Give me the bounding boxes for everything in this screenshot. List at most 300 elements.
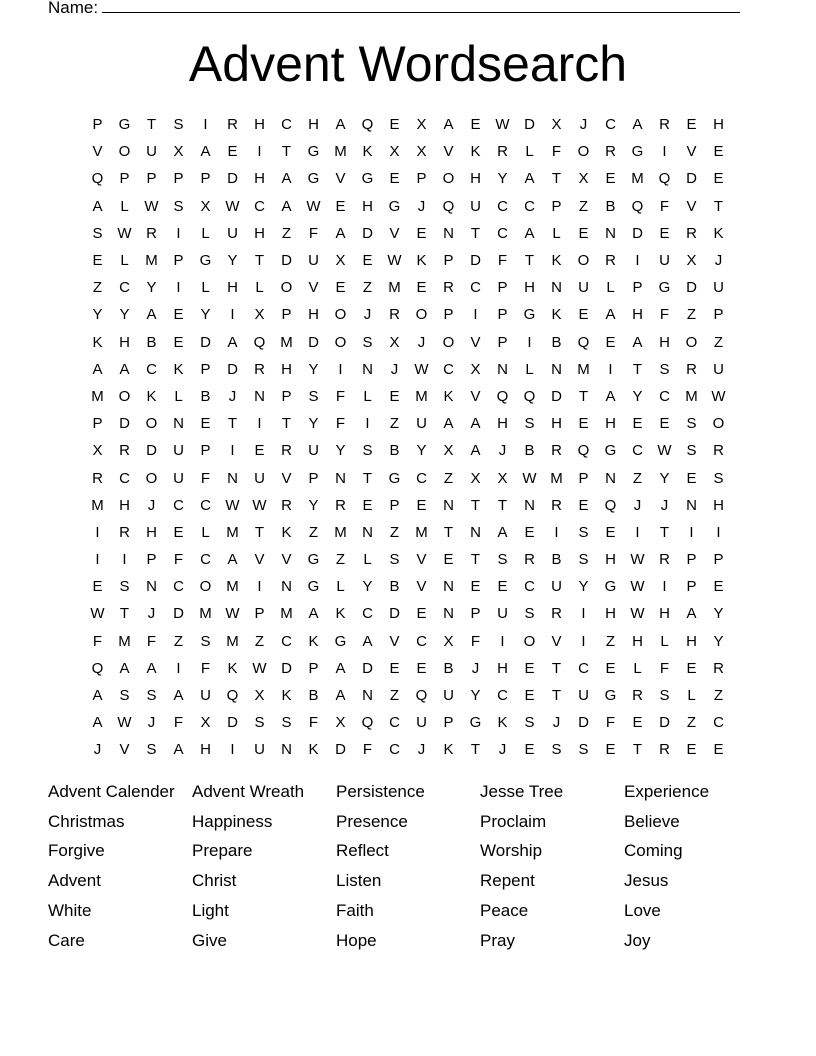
grid-letter: N xyxy=(524,496,535,514)
grid-letter: T xyxy=(470,741,481,759)
grid-letter: S xyxy=(119,687,130,705)
grid-letter: I xyxy=(95,523,100,541)
grid-letter: Z xyxy=(686,306,697,324)
grid-letter: S xyxy=(146,741,157,759)
grid-letter: R xyxy=(659,741,670,759)
grid-letter: V xyxy=(416,578,427,596)
grid-letter: C xyxy=(254,197,265,215)
grid-letter: A xyxy=(632,116,643,134)
grid-letter: A xyxy=(443,116,454,134)
grid-letter: J xyxy=(633,496,642,514)
grid-letter: V xyxy=(686,197,697,215)
grid-letter: E xyxy=(92,578,103,596)
grid-letter: O xyxy=(685,333,698,351)
grid-letter: Q xyxy=(604,496,617,514)
grid-letter: G xyxy=(307,551,320,569)
grid-letter: N xyxy=(362,360,373,378)
grid-letter: Y xyxy=(659,469,670,487)
grid-row xyxy=(84,519,732,546)
word-item: Light xyxy=(192,901,229,921)
grid-letter: M xyxy=(199,605,212,623)
grid-letter: D xyxy=(200,333,211,351)
grid-letter: K xyxy=(497,714,508,732)
grid-letter: I xyxy=(176,659,181,677)
grid-letter: T xyxy=(254,252,265,270)
grid-letter: S xyxy=(524,714,535,732)
grid-letter: X xyxy=(335,252,346,270)
grid-letter: Q xyxy=(361,116,374,134)
grid-letter: I xyxy=(95,551,100,569)
grid-letter: S xyxy=(686,415,697,433)
grid-letter: K xyxy=(281,687,292,705)
grid-letter: F xyxy=(659,659,670,677)
grid-letter: U xyxy=(578,687,589,705)
grid-letter: W xyxy=(495,116,510,134)
grid-letter: M xyxy=(145,252,158,270)
grid-letter: R xyxy=(119,442,130,460)
grid-letter: B xyxy=(443,659,454,677)
grid-letter: P xyxy=(254,605,265,623)
grid-letter: Z xyxy=(389,415,400,433)
grid-letter: A xyxy=(605,387,616,405)
grid-letter: S xyxy=(578,523,589,541)
grid-letter: F xyxy=(335,415,346,433)
grid-letter: V xyxy=(416,551,427,569)
grid-letter: T xyxy=(119,605,130,623)
grid-letter: P xyxy=(578,469,589,487)
grid-letter: H xyxy=(686,632,697,650)
grid-letter: M xyxy=(577,360,590,378)
grid-letter: M xyxy=(550,469,563,487)
grid-letter: H xyxy=(254,116,265,134)
grid-letter: G xyxy=(199,252,212,270)
grid-letter: P xyxy=(551,197,562,215)
grid-letter: J xyxy=(579,116,588,134)
grid-letter: A xyxy=(227,333,238,351)
grid-letter: Z xyxy=(713,333,724,351)
grid-letter: E xyxy=(497,578,508,596)
grid-letter: X xyxy=(389,143,400,161)
grid-letter: F xyxy=(659,306,670,324)
word-item: Forgive xyxy=(48,841,105,861)
grid-letter: F xyxy=(659,197,670,215)
grid-letter: Y xyxy=(308,496,319,514)
grid-letter: U xyxy=(227,224,238,242)
grid-letter: S xyxy=(497,551,508,569)
grid-letter: A xyxy=(524,224,535,242)
grid-letter: P xyxy=(173,252,184,270)
grid-letter: W xyxy=(225,496,240,514)
grid-letter: Z xyxy=(605,632,616,650)
grid-letter: Y xyxy=(335,442,346,460)
grid-letter: P xyxy=(713,551,724,569)
grid-letter: Q xyxy=(496,387,509,405)
word-row xyxy=(48,777,768,807)
grid-letter: E xyxy=(605,659,616,677)
grid-letter: E xyxy=(173,333,184,351)
grid-letter: X xyxy=(173,143,184,161)
grid-letter: D xyxy=(281,252,292,270)
letter-grid xyxy=(84,111,732,764)
grid-letter: V xyxy=(443,143,454,161)
grid-letter: A xyxy=(281,197,292,215)
grid-letter: A xyxy=(281,170,292,188)
grid-letter: C xyxy=(389,741,400,759)
grid-letter: D xyxy=(308,333,319,351)
grid-letter: U xyxy=(470,197,481,215)
grid-letter: R xyxy=(551,496,562,514)
grid-letter: K xyxy=(281,523,292,541)
grid-letter: R xyxy=(659,116,670,134)
grid-letter: I xyxy=(203,116,208,134)
grid-letter: I xyxy=(230,306,235,324)
grid-letter: U xyxy=(416,415,427,433)
word-item: Worship xyxy=(480,841,543,861)
grid-letter: N xyxy=(686,496,697,514)
grid-letter: E xyxy=(605,170,616,188)
grid-letter: E xyxy=(524,687,535,705)
grid-letter: D xyxy=(281,659,292,677)
grid-letter: E xyxy=(524,741,535,759)
grid-letter: Y xyxy=(200,306,211,324)
grid-letter: U xyxy=(713,279,724,297)
word-row xyxy=(48,807,768,837)
grid-letter: P xyxy=(173,170,184,188)
grid-letter: E xyxy=(605,523,616,541)
grid-letter: J xyxy=(714,252,723,270)
grid-letter: T xyxy=(281,415,292,433)
grid-row xyxy=(84,329,732,356)
grid-letter: O xyxy=(118,143,131,161)
grid-letter: Z xyxy=(362,279,373,297)
grid-letter: N xyxy=(551,360,562,378)
grid-letter: N xyxy=(173,415,184,433)
grid-letter: V xyxy=(281,551,292,569)
grid-letter: A xyxy=(470,415,481,433)
grid-letter: E xyxy=(713,170,724,188)
grid-letter: J xyxy=(498,442,507,460)
grid-letter: K xyxy=(227,659,238,677)
grid-letter: H xyxy=(497,415,508,433)
grid-letter: A xyxy=(200,143,211,161)
grid-letter: U xyxy=(551,578,562,596)
grid-letter: Y xyxy=(362,578,373,596)
grid-letter: Z xyxy=(578,197,589,215)
grid-letter: U xyxy=(146,143,157,161)
grid-letter: X xyxy=(389,333,400,351)
grid-letter: C xyxy=(281,116,292,134)
grid-letter: Q xyxy=(253,333,266,351)
grid-row xyxy=(84,709,732,736)
grid-letter: D xyxy=(227,714,238,732)
grid-letter: X xyxy=(416,143,427,161)
grid-letter: L xyxy=(363,387,372,405)
grid-letter: G xyxy=(334,632,347,650)
grid-letter: Z xyxy=(686,714,697,732)
grid-letter: O xyxy=(442,333,455,351)
grid-letter: M xyxy=(631,170,644,188)
grid-letter: M xyxy=(226,578,239,596)
grid-letter: I xyxy=(716,523,721,541)
grid-letter: S xyxy=(200,632,211,650)
grid-letter: E xyxy=(713,143,724,161)
grid-letter: M xyxy=(280,333,293,351)
grid-letter: J xyxy=(390,360,399,378)
grid-letter: J xyxy=(147,496,156,514)
grid-letter: S xyxy=(119,578,130,596)
word-item: Christ xyxy=(192,871,237,891)
grid-letter: Z xyxy=(173,632,184,650)
grid-letter: P xyxy=(119,170,130,188)
grid-letter: R xyxy=(227,116,238,134)
grid-letter: O xyxy=(118,387,131,405)
grid-letter: U xyxy=(254,469,265,487)
grid-letter: P xyxy=(497,306,508,324)
word-row xyxy=(48,926,768,956)
grid-letter: I xyxy=(689,523,694,541)
grid-letter: X xyxy=(443,442,454,460)
grid-letter: A xyxy=(92,360,103,378)
grid-letter: W xyxy=(117,714,132,732)
grid-letter: B xyxy=(308,687,319,705)
grid-letter: X xyxy=(254,687,265,705)
grid-letter: N xyxy=(335,469,346,487)
grid-letter: T xyxy=(551,659,562,677)
word-item: Listen xyxy=(336,871,382,891)
grid-row xyxy=(84,274,732,301)
grid-letter: V xyxy=(551,632,562,650)
grid-letter: V xyxy=(389,224,400,242)
word-item: Happiness xyxy=(192,811,273,831)
grid-letter: P xyxy=(497,333,508,351)
grid-letter: I xyxy=(176,224,181,242)
word-item: Experience xyxy=(624,781,710,801)
grid-letter: P xyxy=(713,306,724,324)
grid-letter: Z xyxy=(308,523,319,541)
grid-letter: E xyxy=(470,578,481,596)
grid-letter: Y xyxy=(470,687,481,705)
grid-letter: G xyxy=(658,279,671,297)
grid-letter: I xyxy=(581,605,586,623)
grid-letter: L xyxy=(174,387,183,405)
word-item: Advent xyxy=(48,871,101,891)
grid-letter: Q xyxy=(442,197,455,215)
grid-letter: L xyxy=(525,360,534,378)
grid-letter: E xyxy=(578,224,589,242)
grid-letter: E xyxy=(578,306,589,324)
grid-letter: E xyxy=(632,714,643,732)
grid-letter: S xyxy=(524,605,535,623)
grid-letter: E xyxy=(443,551,454,569)
grid-letter: F xyxy=(497,252,508,270)
grid-letter: S xyxy=(92,224,103,242)
grid-letter: H xyxy=(146,523,157,541)
grid-letter: G xyxy=(307,578,320,596)
word-item: Repent xyxy=(480,871,535,891)
word-item: Pray xyxy=(480,930,515,950)
grid-letter: W xyxy=(711,387,726,405)
word-item: Proclaim xyxy=(480,811,547,831)
grid-letter: Q xyxy=(226,687,239,705)
grid-letter: T xyxy=(551,687,562,705)
grid-letter: T xyxy=(713,197,724,215)
grid-letter: U xyxy=(713,360,724,378)
grid-letter: E xyxy=(173,523,184,541)
grid-row xyxy=(84,546,732,573)
grid-letter: E xyxy=(416,224,427,242)
grid-letter: F xyxy=(470,632,481,650)
grid-letter: D xyxy=(119,415,130,433)
grid-letter: H xyxy=(119,496,130,514)
grid-row xyxy=(84,628,732,655)
grid-letter: E xyxy=(416,605,427,623)
grid-letter: E xyxy=(578,496,589,514)
grid-letter: A xyxy=(92,197,103,215)
grid-letter: O xyxy=(712,415,725,433)
grid-letter: A xyxy=(92,687,103,705)
grid-letter: F xyxy=(200,469,211,487)
grid-letter: Q xyxy=(523,387,536,405)
grid-letter: C xyxy=(632,442,643,460)
grid-letter: Y xyxy=(308,360,319,378)
grid-letter: W xyxy=(630,578,645,596)
grid-letter: O xyxy=(280,279,293,297)
grid-letter: U xyxy=(497,605,508,623)
grid-letter: K xyxy=(551,306,562,324)
word-item: Jesus xyxy=(624,871,669,891)
grid-letter: L xyxy=(120,252,129,270)
grid-letter: R xyxy=(713,442,724,460)
grid-row xyxy=(84,492,732,519)
grid-letter: X xyxy=(470,360,481,378)
grid-letter: M xyxy=(226,632,239,650)
grid-letter: F xyxy=(173,714,184,732)
grid-letter: F xyxy=(146,632,157,650)
grid-letter: I xyxy=(257,415,262,433)
grid-letter: R xyxy=(146,224,157,242)
word-item: Peace xyxy=(480,901,529,921)
grid-letter: W xyxy=(306,197,321,215)
grid-letter: T xyxy=(497,496,508,514)
grid-letter: Z xyxy=(254,632,265,650)
grid-letter: O xyxy=(334,333,347,351)
grid-letter: E xyxy=(686,659,697,677)
grid-letter: Q xyxy=(631,197,644,215)
grid-letter: N xyxy=(146,578,157,596)
grid-letter: B xyxy=(146,333,157,351)
word-row xyxy=(48,866,768,896)
grid-letter: A xyxy=(146,659,157,677)
grid-letter: T xyxy=(146,116,157,134)
grid-letter: P xyxy=(146,551,157,569)
grid-letter: J xyxy=(417,741,426,759)
grid-letter: Q xyxy=(577,442,590,460)
grid-letter: D xyxy=(227,170,238,188)
grid-letter: F xyxy=(92,632,103,650)
grid-letter: S xyxy=(173,116,184,134)
grid-letter: D xyxy=(335,741,346,759)
grid-letter: E xyxy=(173,306,184,324)
word-item: Presence xyxy=(336,811,408,831)
grid-letter: Z xyxy=(443,469,454,487)
grid-letter: X xyxy=(443,632,454,650)
grid-letter: A xyxy=(335,687,346,705)
grid-letter: S xyxy=(389,551,400,569)
grid-letter: E xyxy=(335,279,346,297)
grid-letter: K xyxy=(146,387,157,405)
grid-letter: T xyxy=(470,551,481,569)
grid-letter: X xyxy=(92,442,103,460)
grid-letter: G xyxy=(118,116,131,134)
grid-letter: W xyxy=(414,360,429,378)
grid-letter: P xyxy=(308,469,319,487)
grid-letter: L xyxy=(255,279,264,297)
word-item: Reflect xyxy=(336,841,389,861)
grid-letter: I xyxy=(176,279,181,297)
grid-letter: I xyxy=(365,415,370,433)
grid-letter: G xyxy=(307,170,320,188)
grid-letter: G xyxy=(604,442,617,460)
grid-letter: N xyxy=(227,469,238,487)
grid-letter: C xyxy=(389,714,400,732)
grid-letter: F xyxy=(551,143,562,161)
grid-letter: X xyxy=(416,116,427,134)
grid-letter: R xyxy=(335,496,346,514)
grid-letter: E xyxy=(659,224,670,242)
grid-letter: R xyxy=(524,551,535,569)
grid-letter: R xyxy=(497,143,508,161)
grid-letter: Y xyxy=(497,170,508,188)
grid-letter: H xyxy=(605,415,616,433)
word-item: Coming xyxy=(624,841,683,861)
grid-letter: D xyxy=(362,224,373,242)
grid-letter: M xyxy=(388,279,401,297)
grid-letter: R xyxy=(713,659,724,677)
grid-letter: P xyxy=(92,415,103,433)
grid-row xyxy=(84,165,732,192)
grid-letter: Y xyxy=(578,578,589,596)
grid-letter: S xyxy=(173,197,184,215)
grid-letter: X xyxy=(470,469,481,487)
grid-letter: G xyxy=(469,714,482,732)
grid-letter: M xyxy=(415,387,428,405)
grid-letter: Q xyxy=(577,333,590,351)
name-underline xyxy=(102,0,740,13)
grid-letter: D xyxy=(578,714,589,732)
grid-letter: W xyxy=(387,252,402,270)
grid-letter: B xyxy=(551,333,562,351)
grid-letter: C xyxy=(200,496,211,514)
word-item: Care xyxy=(48,930,85,950)
grid-letter: I xyxy=(635,252,640,270)
grid-letter: K xyxy=(308,741,319,759)
grid-letter: E xyxy=(416,279,427,297)
word-item: Joy xyxy=(624,930,651,950)
grid-letter: A xyxy=(173,741,184,759)
grid-letter: E xyxy=(416,496,427,514)
grid-letter: S xyxy=(551,741,562,759)
grid-letter: R xyxy=(605,252,616,270)
grid-letter: E xyxy=(92,252,103,270)
grid-letter: R xyxy=(605,143,616,161)
grid-row xyxy=(84,220,732,247)
grid-letter: E xyxy=(416,659,427,677)
grid-letter: X xyxy=(254,306,265,324)
grid-row xyxy=(84,301,732,328)
grid-letter: P xyxy=(686,578,697,596)
word-item: Persistence xyxy=(336,781,425,801)
grid-letter: B xyxy=(389,578,400,596)
